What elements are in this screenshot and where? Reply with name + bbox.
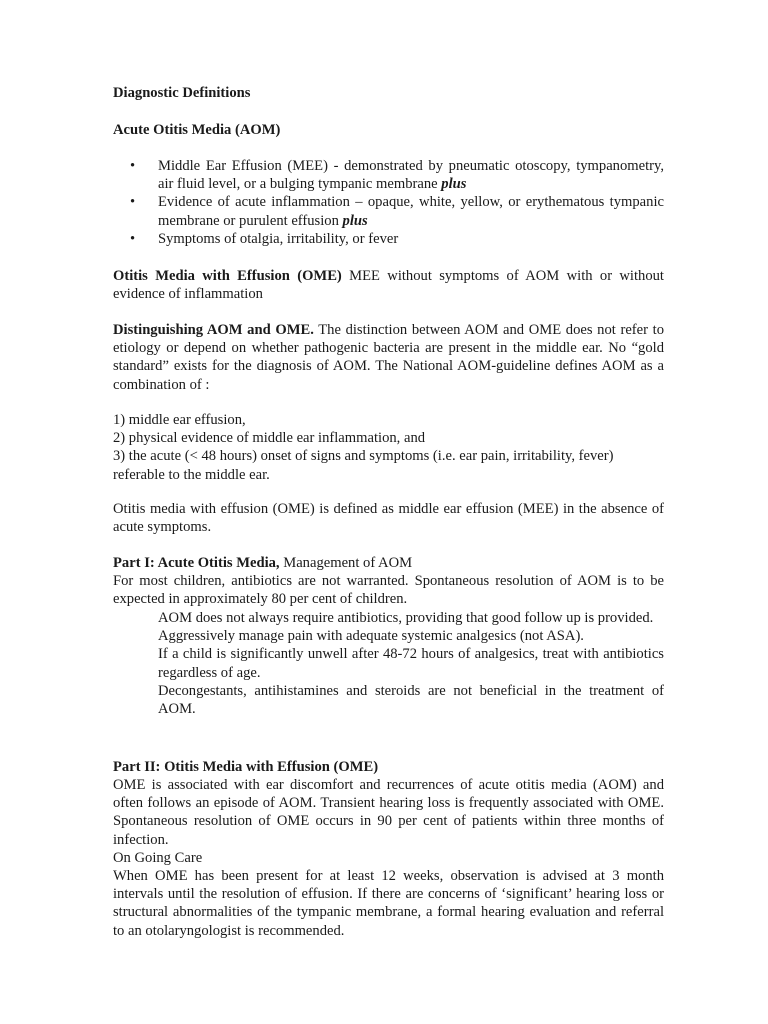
ongoing-care-label: On Going Care: [113, 850, 203, 866]
list-item: 3) the acute (< 48 hours) onset of signs and symptoms (i.e. ear pain, irritability, fever) referable to the middle ear.: [113, 448, 614, 483]
combination-list: [113, 411, 664, 484]
bullet-icon: •: [130, 230, 136, 247]
list-item: 1) middle ear effusion,: [113, 412, 246, 428]
aom-criteria-list: [113, 157, 664, 248]
list-item: • Middle Ear Effusion (MEE) - demonstrated by pneumatic otoscopy, tympanometry, air fluid level, or a bulging tympanic membrane plus: [130, 158, 664, 193]
part1-intro: For most children, antibiotics are not warranted. Spontaneous resolution of AOM is to be expected in approximately 80 per cent of children.: [113, 573, 664, 608]
list-item: • Evidence of acute inflammation – opaque, white, yellow, or erythematous tympanic membrane or purulent effusion plus: [130, 194, 664, 229]
aom-heading: Acute Otitis Media (AOM): [113, 122, 281, 138]
page-title: Diagnostic Definitions: [113, 85, 251, 101]
part1-points: [113, 609, 664, 718]
list-item: If a child is significantly unwell after 48-72 hours of analgesics, treat with antibiotics regardless of age.: [158, 646, 664, 681]
ome-definition: Otitis Media with Effusion (OME) MEE without symptoms of AOM with or without evidence of inflammation: [113, 268, 664, 303]
part2-intro: OME is associated with ear discomfort and recurrences of acute otitis media (AOM) and often follows an episode of AOM. Transient hearing loss is frequently associated with OME. Spontaneous resolution of OME occurs in 90 per cent of patients within three months of infection.: [113, 777, 664, 848]
list-item: • Symptoms of otalgia, irritability, or fever: [130, 230, 399, 247]
list-item: Aggressively manage pain with adequate systemic analgesics (not ASA).: [158, 628, 584, 645]
bullet-icon: •: [130, 158, 136, 174]
ongoing-care-paragraph: When OME has been present for at least 12 weeks, observation is advised at 3 month intervals until the resolution of effusion. If there are concerns of ‘significant’ hearing loss or structural abnormalities of the tympanic membrane, a formal hearing evaluation and referral to an otolaryngologist is recommended.: [113, 868, 664, 939]
list-item: AOM does not always require antibiotics, providing that good follow up is provided.: [158, 610, 654, 626]
list-item: 2) physical evidence of middle ear inflammation, and: [113, 430, 426, 447]
part1-heading: Part I: Acute Otitis Media, Management of AOM: [113, 555, 413, 571]
list-item: Decongestants, antihistamines and steroids are not beneficial in the treatment of AOM.: [158, 682, 664, 718]
bullet-icon: •: [130, 194, 136, 211]
ome-absence-paragraph: Otitis media with effusion (OME) is defined as middle ear effusion (MEE) in the absence of acute symptoms.: [113, 501, 664, 536]
part2-heading: Part II: Otitis Media with Effusion (OME): [113, 759, 379, 775]
distinguishing-paragraph: Distinguishing AOM and OME. The distinction between AOM and OME does not refer to etiology or depend on whether pathogenic bacteria are present in the middle ear. No “gold standard” exists for the diagnosis of AOM. The National AOM-guideline defines AOM as a combination of :: [113, 322, 664, 393]
